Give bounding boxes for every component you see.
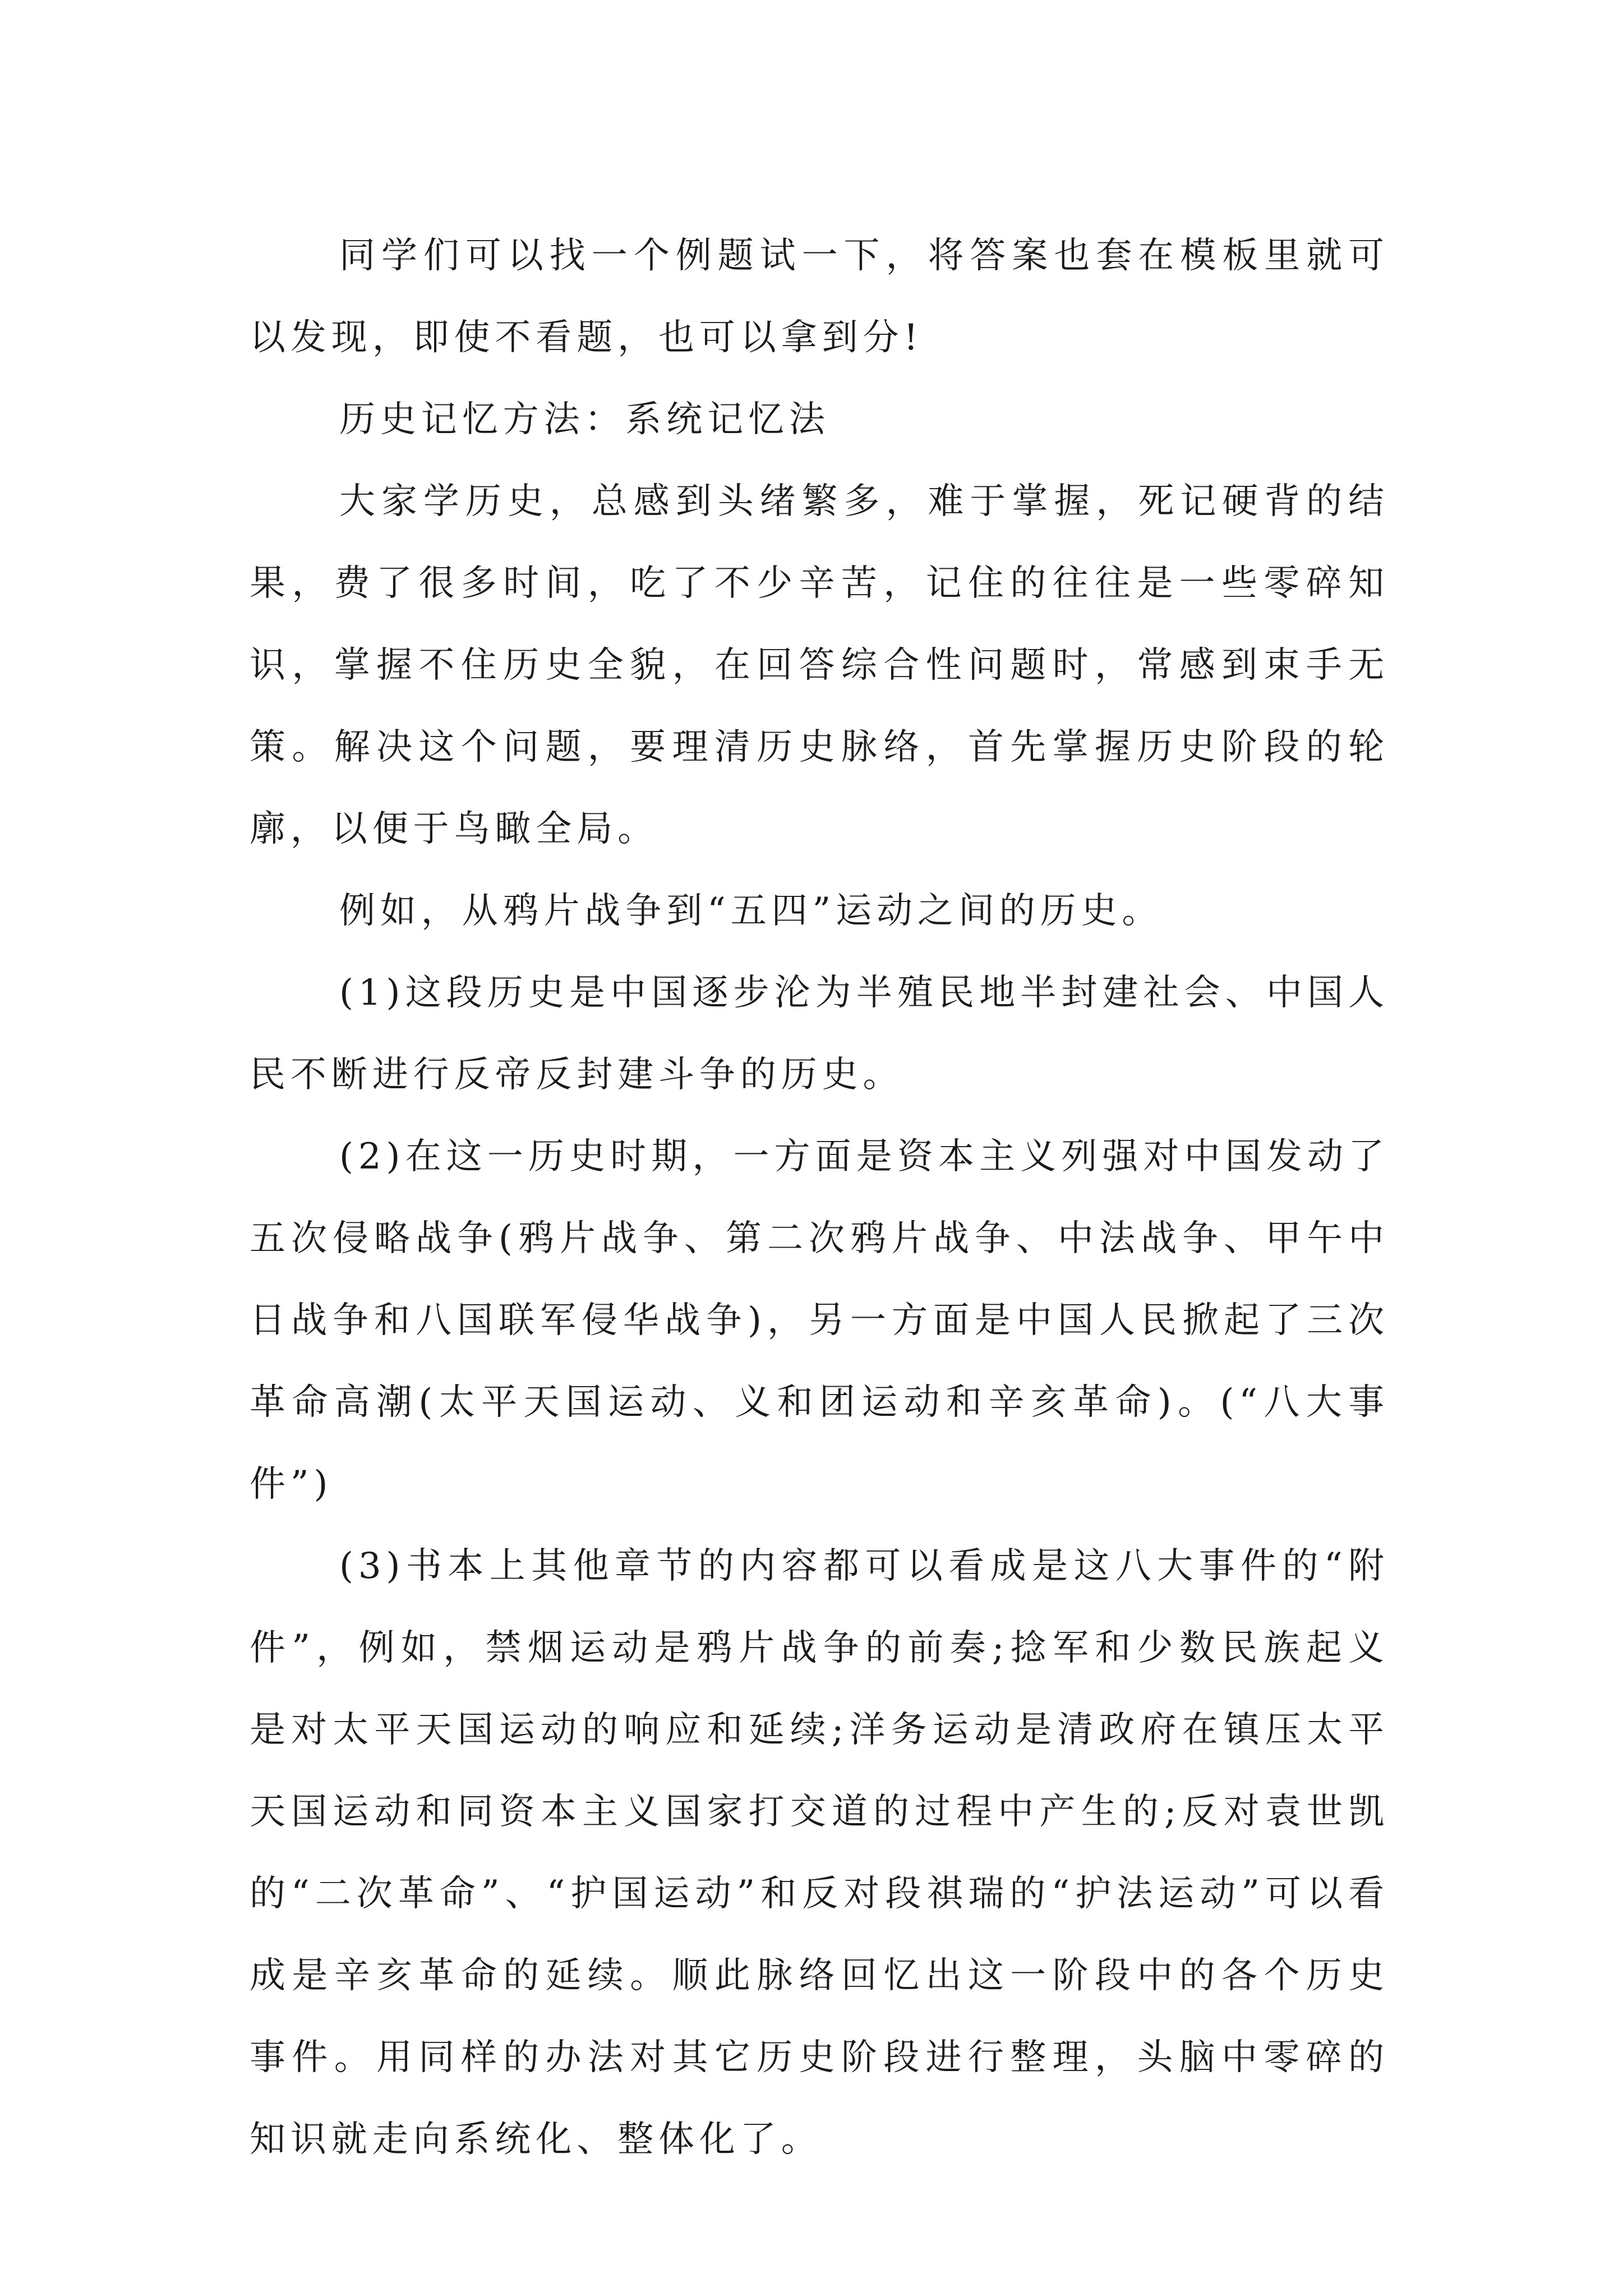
document-body	[250, 215, 1389, 2180]
paragraph-intro: 同学们可以找一个例题试一下，将答案也套在模板里就可以发现，即使不看题，也可以拿到分!	[250, 235, 1389, 358]
paragraph-point-2: (2)在这一历史时期，一方面是资本主义列强对中国发动了五次侵略战争(鸦片战争、第二次鸦片战争、中法战争、甲午中日战争和八国联军侵华战争)，另一方面是中国人民掀起了三次革命高潮(太平天国运动、义和团运动和辛亥革命)。(“八大事件”)	[250, 1136, 1389, 1505]
paragraph-example: 例如，从鸦片战争到“五四”运动之间的历史。	[339, 890, 1163, 932]
paragraph-problem: 大家学历史，总感到头绪繁多，难于掌握，死记硬背的结果，费了很多时间，吃了不少辛苦，记住的往往是一些零碎知识，掌握不住历史全貌，在回答综合性问题时，常感到束手无策。解决这个问题，要理清历史脉络，首先掌握历史阶段的轮廓，以便于鸟瞰全局。	[250, 481, 1389, 850]
section-heading: 历史记忆方法：系统记忆法	[339, 399, 830, 440]
paragraph-point-1: (1)这段历史是中国逐步沦为半殖民地半封建社会、中国人民不断进行反帝反封建斗争的历史。	[250, 972, 1389, 1096]
paragraph-point-3: (3)书本上其他章节的内容都可以看成是这八大事件的“附件”，例如，禁烟运动是鸦片战争的前奏;捻军和少数民族起义是对太平天国运动的响应和延续;洋务运动是清政府在镇压太平天国运动和同资本主义国家打交道的过程中产生的;反对袁世凯的“二次革命”、“护国运动”和反对段祺瑞的“护法运动”可以看成是辛亥革命的延续。顺此脉络回忆出这一阶段中的各个历史事件。用同样的办法对其它历史阶段进行整理，头脑中零碎的知识就走向系统化、整体化了。	[250, 1545, 1389, 2160]
